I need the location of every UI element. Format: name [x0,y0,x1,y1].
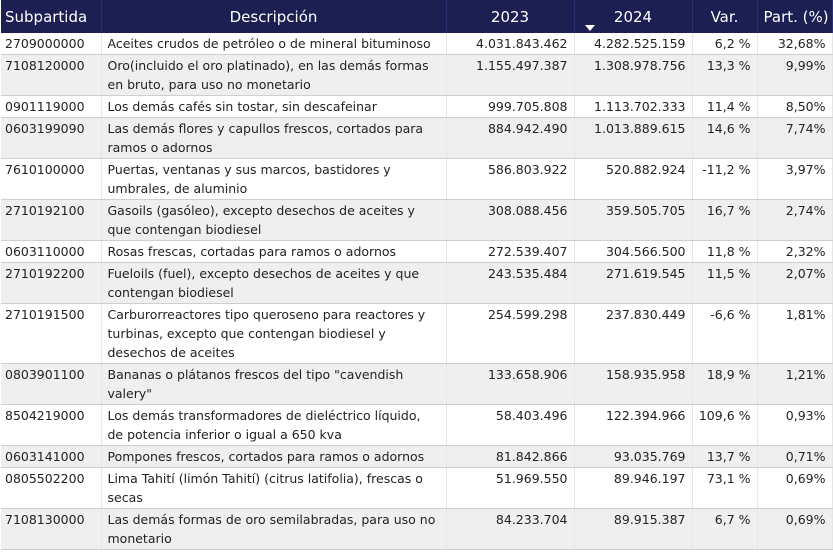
header-2024[interactable] [574,0,692,33]
table-row[interactable] [1,468,832,509]
table-row[interactable] [1,364,832,405]
cell-part: 7,74% [757,118,832,159]
table-row[interactable] [1,200,832,241]
table-row[interactable] [1,33,832,55]
cell-2024: 4.282.525.159 [574,33,692,55]
table-row[interactable] [1,118,832,159]
cell-var: 11,4 % [692,96,757,118]
cell-subpartida: 7108130000 [1,509,101,550]
cell-descripcion: Los demás transformadores de dieléctrico líquido, de potencia inferior o igual a 650 kva [101,405,446,446]
table-row[interactable] [1,55,832,96]
cell-2023: 884.942.490 [446,118,574,159]
cell-2024: 237.830.449 [574,304,692,364]
table-row[interactable] [1,241,832,263]
cell-descripcion: Aceites crudos de petróleo o de mineral bituminoso [101,33,446,55]
cell-var: 13,3 % [692,55,757,96]
cell-2024: 304.566.500 [574,241,692,263]
cell-var: 18,9 % [692,364,757,405]
cell-2023: 272.539.407 [446,241,574,263]
cell-subpartida: 2709000000 [1,33,101,55]
cell-2024: 122.394.966 [574,405,692,446]
cell-part: 32,68% [757,33,832,55]
cell-part: 1,81% [757,304,832,364]
cell-descripcion: Oro(incluido el oro platinado), en las demás formas en bruto, para uso no monetario [101,55,446,96]
cell-part: 0,69% [757,468,832,509]
cell-var: -6,6 % [692,304,757,364]
cell-2023: 51.969.550 [446,468,574,509]
cell-subpartida: 2710192200 [1,263,101,304]
cell-2024: 93.035.769 [574,446,692,468]
cell-var: -11,2 % [692,159,757,200]
table-row[interactable] [1,446,832,468]
header-2024-label: 2024 [613,7,653,26]
cell-2023: 243.535.484 [446,263,574,304]
cell-subpartida: 0603141000 [1,446,101,468]
cell-var: 109,6 % [692,405,757,446]
cell-var: 11,8 % [692,241,757,263]
cell-subpartida: 0803901100 [1,364,101,405]
cell-part: 8,50% [757,96,832,118]
cell-var: 6,7 % [692,509,757,550]
cell-2023: 4.031.843.462 [446,33,574,55]
cell-part: 2,32% [757,241,832,263]
cell-2024: 271.619.545 [574,263,692,304]
table-row[interactable] [1,263,832,304]
exports-table [1,0,833,550]
cell-2023: 84.233.704 [446,509,574,550]
cell-subpartida: 8504219000 [1,405,101,446]
cell-2023: 133.658.906 [446,364,574,405]
cell-2023: 999.705.808 [446,96,574,118]
table-row[interactable] [1,304,832,364]
cell-descripcion: Fueloils (fuel), excepto desechos de aceites y que contengan biodiesel [101,263,446,304]
cell-2023: 1.155.497.387 [446,55,574,96]
cell-var: 6,2 % [692,33,757,55]
cell-var: 16,7 % [692,200,757,241]
cell-2024: 359.505.705 [574,200,692,241]
cell-2023: 254.599.298 [446,304,574,364]
header-part[interactable]: Part. (%) [757,0,832,33]
table-row[interactable] [1,96,832,118]
cell-var: 11,5 % [692,263,757,304]
cell-part: 1,21% [757,364,832,405]
cell-2023: 81.842.866 [446,446,574,468]
table-header-row [1,0,832,33]
cell-subpartida: 0901119000 [1,96,101,118]
cell-descripcion: Lima Tahití (limón Tahití) (citrus latifolia), frescas o secas [101,468,446,509]
sort-descending-icon [585,25,595,31]
header-subpartida[interactable]: Subpartida [1,0,101,33]
cell-2024: 1.308.978.756 [574,55,692,96]
cell-2023: 58.403.496 [446,405,574,446]
table-row[interactable] [1,405,832,446]
cell-subpartida: 2710192100 [1,200,101,241]
cell-2024: 89.915.387 [574,509,692,550]
cell-2023: 586.803.922 [446,159,574,200]
header-2023[interactable]: 2023 [446,0,574,33]
cell-subpartida: 0603110000 [1,241,101,263]
table-row[interactable] [1,159,832,200]
cell-subpartida: 7108120000 [1,55,101,96]
cell-2024: 1.113.702.333 [574,96,692,118]
cell-descripcion: Las demás formas de oro semilabradas, para uso no monetario [101,509,446,550]
cell-part: 3,97% [757,159,832,200]
cell-subpartida: 0805502200 [1,468,101,509]
cell-var: 73,1 % [692,468,757,509]
cell-subpartida: 0603199090 [1,118,101,159]
cell-descripcion: Rosas frescas, cortadas para ramos o adornos [101,241,446,263]
cell-descripcion: Carburorreactores tipo queroseno para reactores y turbinas, excepto que contengan biodiesel y desechos de aceites [101,304,446,364]
cell-2024: 1.013.889.615 [574,118,692,159]
cell-descripcion: Los demás cafés sin tostar, sin descafeinar [101,96,446,118]
cell-descripcion: Puertas, ventanas y sus marcos, bastidores y umbrales, de aluminio [101,159,446,200]
table-row[interactable] [1,509,832,550]
cell-descripcion: Gasoils (gasóleo), excepto desechos de aceites y que contengan biodiesel [101,200,446,241]
cell-part: 9,99% [757,55,832,96]
header-descripcion[interactable]: Descripción [101,0,446,33]
header-var[interactable]: Var. [692,0,757,33]
cell-subpartida: 2710191500 [1,304,101,364]
cell-part: 0,69% [757,509,832,550]
cell-part: 2,74% [757,200,832,241]
cell-2024: 158.935.958 [574,364,692,405]
cell-part: 0,93% [757,405,832,446]
cell-part: 2,07% [757,263,832,304]
cell-var: 13,7 % [692,446,757,468]
cell-2024: 89.946.197 [574,468,692,509]
cell-descripcion: Pompones frescos, cortados para ramos o adornos [101,446,446,468]
cell-var: 14,6 % [692,118,757,159]
cell-descripcion: Las demás flores y capullos frescos, cortados para ramos o adornos [101,118,446,159]
cell-2023: 308.088.456 [446,200,574,241]
cell-descripcion: Bananas o plátanos frescos del tipo "cavendish valery" [101,364,446,405]
cell-part: 0,71% [757,446,832,468]
cell-2024: 520.882.924 [574,159,692,200]
cell-subpartida: 7610100000 [1,159,101,200]
